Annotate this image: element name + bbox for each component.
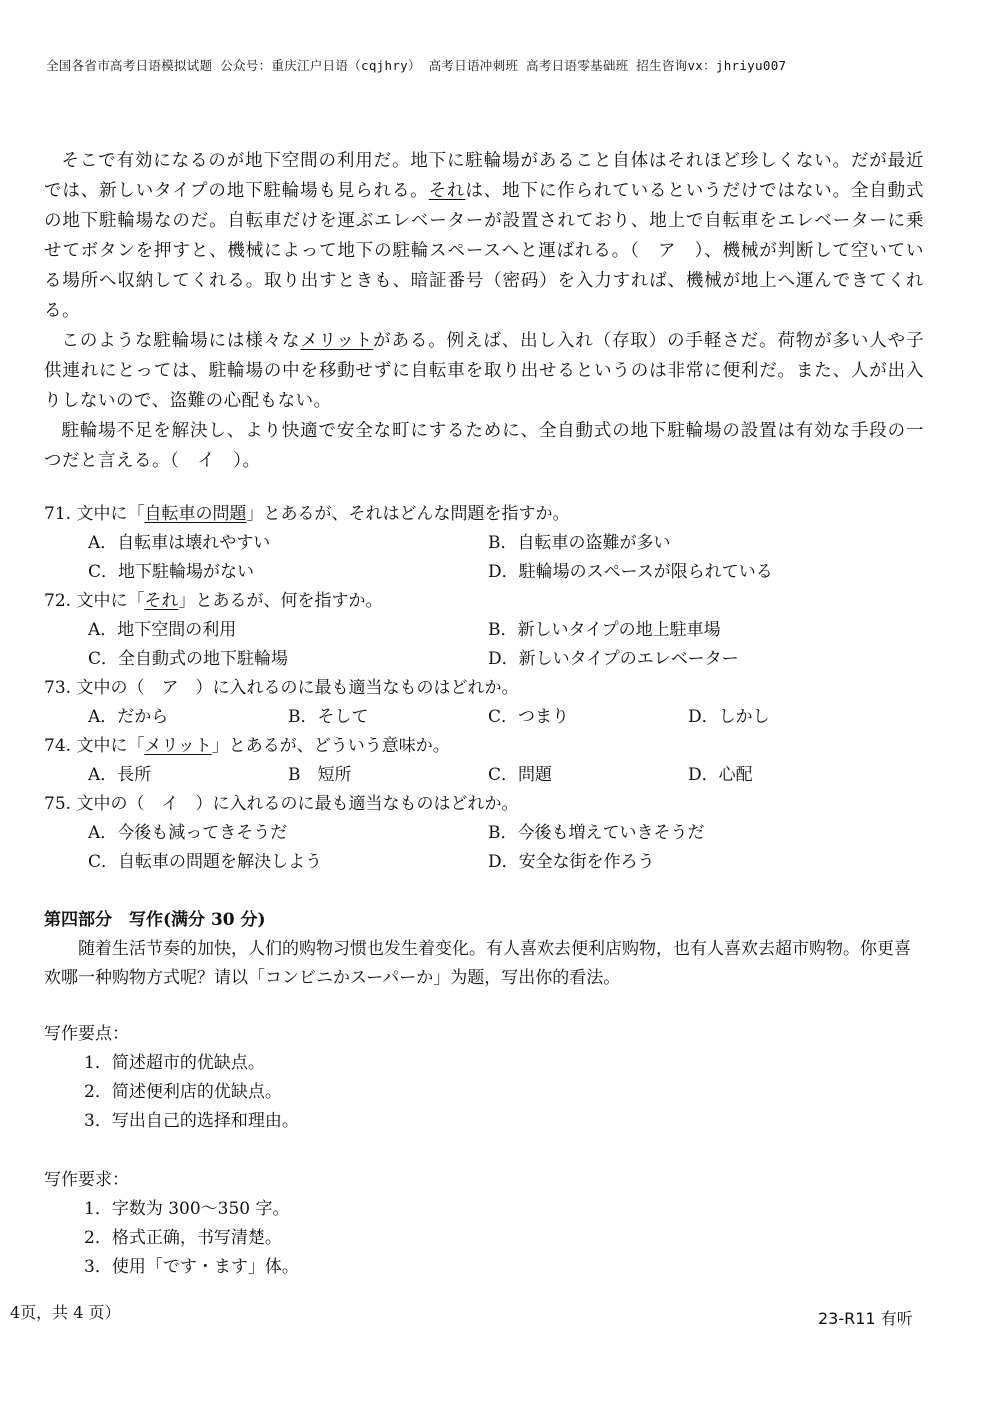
passage-text: は、地下に作られているというだけではない。全自動式の地下駐輪場なのだ。自転車だけを運ぶエレベーターが設置されており、地上で自転車をエレベーターに乗せてボタンを押すと、機械によって地下の駐輪スペースへと運ばれる。（ ア ）、機械が判断して空いている場所へ収納してくれる。取り出すときも、暗証番号（密码）を入力すれば、機械が地上へ運んできてくれる。 [44,181,925,321]
section-heading: 第四部分 写作(满分 30 分) [44,910,266,930]
question-list [44,500,944,877]
point-item: 1．简述超市的优缺点。 [84,1053,265,1073]
answer-option: C．問題 [488,765,553,785]
requirements-title: 写作要求： [44,1170,129,1190]
underlined-term: それ [428,181,466,201]
answer-options [44,616,944,674]
question-text: 」とあるが、どういう意味か。 [211,736,450,756]
answer-option: C．自転車の問題を解決しよう [88,852,323,872]
points-title: 写作要点： [44,1024,129,1044]
point-item: 3．写出自己的选择和理由。 [84,1111,299,1131]
reading-passage [44,146,924,476]
point-item: 2．简述便利店的优缺点。 [84,1082,282,1102]
passage-text: がある。例えば、出し入れ（存取）の手軽さだ。荷物が多い人や子供連れにとっては、駐輪場の中を移動せずに自転車を取り出せるというのは非常に便利だ。また、人が出入りしないので、盗難の心配もない。 [44,331,924,411]
underlined-term: 自転車の問題 [144,504,247,524]
question-text: 」とあるが、それはどんな問題を指すか。 [246,504,570,524]
answer-option: D．安全な街を作ろう [488,852,655,872]
passage-paragraph-3: 駐輪場不足を解決し、より快適で安全な町にするために、全自動式の地下駐輪場の設置は有効な手段の一つだと言える。（ イ ）。 [44,421,924,471]
answer-option: A．自転車は壊れやすい [88,533,271,553]
underlined-term: メリット [300,331,374,351]
answer-option: B 短所 [288,765,352,785]
answer-options [44,529,944,587]
writing-prompt: 随着生活节奏的加快，人们的购物习惯也发生着变化。有人喜欢去便利店购物，也有人喜欢去超市购物。你更喜欢哪一种购物方式呢？请以「コンビニかスーパーか」为题，写出你的看法。 [44,939,911,988]
question-text: 74. 文中に「 [44,736,145,756]
requirement-item: 2．格式正确，书写清楚。 [84,1228,282,1248]
answer-option: C．地下駐輪場がない [88,562,255,582]
answer-option: B．自転車の盗難が多い [488,533,671,553]
answer-option: B．新しいタイプの地上駐車場 [488,620,721,640]
requirement-item: 1．字数为 300～350 字。 [84,1199,290,1219]
answer-option: B．そして [288,707,369,727]
answer-option: A．長所 [88,765,152,785]
answer-option: C．つまり [488,707,570,727]
answer-option: D．駐輪場のスペースが限られている [488,562,773,582]
requirement-item: 3．使用「です・ます」体。 [84,1257,299,1277]
answer-option: A．今後も減ってきそうだ [88,823,288,843]
underlined-term: それ [144,591,179,611]
question-text: 72. 文中に「 [44,591,145,611]
question-text: 71. 文中に「 [44,504,145,524]
page-number: 4页，共 4 页） [10,1303,121,1322]
answer-option: B．今後も増えていきそうだ [488,823,705,843]
passage-text: このような駐輪場には様々な [61,331,301,351]
writing-requirements [44,1166,924,1282]
question-stem [44,790,944,819]
question-stem [44,500,944,529]
question-text: 」とあるが、何を指すか。 [178,591,383,611]
answer-options [44,819,944,877]
answer-options [44,761,944,790]
question-stem [44,674,944,703]
page-header-watermark: 全国各省市高考日语模拟试题 公众号：重庆江户日语（cqjhry） 高考日语冲刺班 高考日语零基础班 招生咨询vx：jhriyu007 [46,58,787,73]
answer-option: D．心配 [688,765,753,785]
writing-section [44,906,924,993]
question-stem [44,587,944,616]
question-text: 75. 文中の（ イ ）に入れるのに最も適当なものはどれか。 [44,794,519,814]
answer-options [44,703,944,732]
answer-option: D．新しいタイプのエレベーター [488,649,739,669]
question-text: 73. 文中の（ ア ）に入れるのに最も適当なものはどれか。 [44,678,519,698]
answer-option: A．地下空間の利用 [88,620,237,640]
writing-points [44,1020,924,1136]
answer-option: A．だから [88,707,169,727]
paper-code: 23-R11 有听 [818,1309,913,1328]
answer-option: C．全自動式の地下駐輪場 [88,649,289,669]
passage-paragraph-2 [44,326,924,416]
underlined-term: メリット [144,736,212,756]
passage-paragraph-1 [44,146,924,326]
passage-text: そこで有効になるのが地下空間の利用だ。地下に駐輪場があること自体はそれほど珍しくない。だが最近では、新しいタイプの地下駐輪場も見られる。 [44,151,924,201]
answer-option: D．しかし [688,707,770,727]
question-stem [44,732,944,761]
